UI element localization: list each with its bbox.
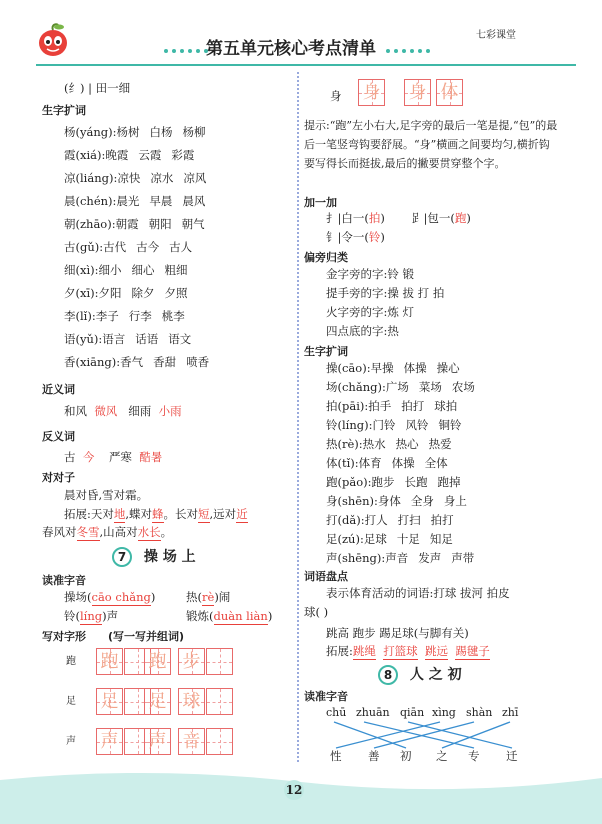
brand-label: 七彩课堂 [476, 30, 516, 41]
word-part: 跑(pǎo): [326, 475, 372, 489]
tuozhan-line-1: 拓展:天对地,蝶对蜂。长对短,远对近 [64, 507, 248, 521]
grid-char: 跑 [100, 651, 119, 672]
word-part: 热水 [362, 437, 386, 451]
page-title: 第五单元核心考点清单 [206, 39, 376, 59]
word-part: 早晨 [149, 194, 173, 208]
pinyin-row-1: 操场(cāo chǎng) [64, 590, 156, 604]
word-part: 长跑 [404, 475, 428, 489]
char-item: 迁 [506, 749, 518, 763]
word-part: 杨(yáng): [64, 125, 117, 139]
word-part: 拍打 [401, 399, 425, 413]
tianzige-cell [206, 728, 233, 755]
word-part: 身体 [377, 494, 401, 508]
word-part: 话语 [135, 332, 159, 346]
grid-char: 足 [100, 691, 119, 712]
word-row [326, 360, 470, 376]
section-heading: 读准字音 [304, 690, 348, 703]
word-row [326, 436, 462, 452]
section-heading: 加一加 [304, 196, 337, 209]
add-row-2: 𧾷|包一(跑) [412, 211, 471, 225]
word-part: 场(chǎng): [326, 380, 386, 394]
header-left-dots [162, 43, 210, 57]
word-part: 李子 [95, 309, 119, 323]
char-item: 初 [400, 749, 412, 763]
tianzige-cell [144, 688, 171, 715]
word-part: 香气 [120, 355, 144, 369]
grid-char: 声 [148, 731, 167, 752]
word-part: 古今 [136, 240, 160, 254]
word-part: 声带 [451, 551, 475, 565]
word-part: 热爱 [428, 437, 452, 451]
tuozhan-line-2: 春风对冬雪,山高对水长。 [42, 525, 173, 539]
word-part: 细心 [131, 263, 155, 277]
word-part: 操(cāo): [326, 361, 371, 375]
word-part: 细小 [98, 263, 122, 277]
section-heading: 词语盘点 [304, 570, 348, 583]
radical-row: 四点底的字:热 [326, 324, 399, 338]
word-part: 粗细 [164, 263, 188, 277]
word-part: 广场 [385, 380, 409, 394]
word-part: 除夕 [131, 286, 155, 300]
char-item: 专 [468, 749, 480, 763]
word-row [326, 455, 458, 471]
lesson-title: 人 之 初 [409, 667, 462, 683]
word-part: 热(rè): [326, 437, 363, 451]
section-heading: 生字扩词 [304, 345, 348, 358]
grid-row-label: 足 [66, 696, 76, 707]
word-row [64, 285, 198, 301]
category-line-1: 表示体育活动的词语:打球 拔河 拍皮 [326, 586, 510, 600]
tianzige-cell [178, 648, 205, 675]
tianzige-cell [178, 688, 205, 715]
word-part: 桃李 [161, 309, 185, 323]
category-extension: 拓展:跳绳 打篮球 跳远 踢毽子 [326, 644, 490, 658]
word-part: 晨光 [116, 194, 140, 208]
tianzige-cell [96, 688, 123, 715]
word-row [326, 474, 471, 490]
grid-char: 跑 [148, 651, 167, 672]
word-part: 打人 [364, 513, 388, 527]
section-heading: 生字扩词 [42, 104, 86, 117]
word-part: 门铃 [372, 418, 396, 432]
word-part: 香甜 [153, 355, 177, 369]
section-heading: 读准字音 [42, 574, 86, 587]
grid-char: 步 [182, 651, 201, 672]
word-part: 喷香 [186, 355, 210, 369]
apple-mascot-icon [36, 22, 70, 58]
word-part: 球拍 [434, 399, 458, 413]
word-part: 细(xì): [64, 263, 99, 277]
section-heading: 反义词 [42, 430, 75, 443]
word-part: 凉(liáng): [64, 171, 118, 185]
top-stroke: (纟) | 田一细 [64, 81, 131, 95]
word-part: 朝(zhāo): [64, 217, 116, 231]
word-part: 朝气 [181, 217, 205, 231]
section-subheading: (写一写并组词) [108, 630, 185, 643]
word-part: 语(yǔ): [64, 332, 103, 346]
section-heading: 近义词 [42, 383, 75, 396]
word-part: 拍(pāi): [326, 399, 369, 413]
word-part: 跑掉 [437, 475, 461, 489]
word-row [64, 170, 216, 186]
pinyin-row-3: 铃(líng)声 [64, 609, 119, 623]
section-heading: 偏旁归类 [304, 251, 348, 264]
word-part: 朝阳 [148, 217, 172, 231]
word-row [64, 193, 215, 209]
lesson-number: 7 [112, 547, 132, 567]
category-line-3: 跳高 跑步 踢足球(与脚有关) [326, 626, 469, 640]
word-part: 晨(chén): [64, 194, 117, 208]
word-row [64, 331, 201, 347]
writing-tip: 提示:“跑”左小右大,足字旁的最后一笔是提,“包”的最后一笔竖弯钩要舒展。“身”横画之间要均匀,横折钩要写得长而挺拔,最后的撇要贯穿整个字。 [304, 119, 558, 170]
pinyin-item: chū [326, 706, 347, 719]
pinyin-item: shàn [466, 706, 493, 719]
page-number: 12 [284, 780, 304, 800]
pinyin-row-2: 热(rè)闹 [186, 590, 231, 604]
word-part: 杨树 [116, 125, 140, 139]
word-row [64, 216, 215, 232]
grid-row-label: 跑 [66, 656, 76, 667]
tianzige-cell: 身 [404, 79, 431, 106]
lesson-number: 8 [378, 665, 398, 685]
tianzige-cell [206, 688, 233, 715]
word-part: 古(gǔ): [64, 240, 104, 254]
word-part: 铜铃 [438, 418, 462, 432]
word-part: 风铃 [405, 418, 429, 432]
grid-char: 音 [182, 731, 201, 752]
add-row-1: 扌|白一(拍) [326, 211, 385, 225]
word-part: 打(dǎ): [326, 513, 365, 527]
word-row [64, 239, 202, 255]
grid-row-label: 声 [66, 736, 76, 747]
word-row [326, 417, 471, 433]
word-part: 操心 [436, 361, 460, 375]
word-part: 语文 [168, 332, 192, 346]
tianzige-cell [96, 728, 123, 755]
match-line [442, 722, 510, 748]
tianzige-cell: 身 [358, 79, 385, 106]
word-part: 白杨 [149, 125, 173, 139]
word-part: 声音 [385, 551, 409, 565]
char-item: 善 [368, 749, 380, 763]
word-part: 夕(xī): [64, 286, 99, 300]
column-divider [297, 72, 299, 762]
header-rule [36, 64, 576, 66]
word-part: 霞(xiá): [64, 148, 106, 162]
radical-row: 火字旁的字:炼 灯 [326, 305, 415, 319]
word-part: 身(shēn): [326, 494, 378, 508]
word-part: 行李 [128, 309, 152, 323]
word-part: 跑步 [371, 475, 395, 489]
word-part: 十足 [396, 532, 420, 546]
word-part: 热心 [395, 437, 419, 451]
section-heading: 写对字形 [42, 630, 86, 643]
word-row [64, 354, 219, 370]
word-part: 凉风 [183, 171, 207, 185]
tianzige-cell [206, 648, 233, 675]
word-part: 拍手 [368, 399, 392, 413]
grid-char: 声 [100, 731, 119, 752]
word-part: 晨风 [182, 194, 206, 208]
word-part: 杨柳 [182, 125, 206, 139]
word-row [326, 398, 467, 414]
tianzige-cell [178, 728, 205, 755]
grid-char: 球 [182, 691, 201, 712]
word-part: 李(lǐ): [64, 309, 96, 323]
word-part: 体(tǐ): [326, 456, 359, 470]
word-part: 声(shēng): [326, 551, 386, 565]
word-part: 夕照 [164, 286, 188, 300]
word-part: 发声 [418, 551, 442, 565]
word-part: 古人 [169, 240, 193, 254]
word-part: 菜场 [418, 380, 442, 394]
word-part: 身上 [443, 494, 467, 508]
lesson-8-header [378, 664, 462, 685]
synonym-row: 和风 微风 细雨 小雨 [64, 404, 182, 418]
word-part: 古代 [103, 240, 127, 254]
pinyin-item: zhī [502, 706, 519, 719]
radical-row: 金字旁的字:铃 锻 [326, 267, 415, 281]
section-heading: 对对子 [42, 471, 75, 484]
word-row [64, 124, 215, 140]
word-row [64, 147, 204, 163]
pinyin-row-4: 锻炼(duàn liàn) [186, 609, 273, 623]
word-part: 语言 [102, 332, 126, 346]
word-row [326, 379, 485, 395]
word-part: 早操 [370, 361, 394, 375]
word-part: 全身 [410, 494, 434, 508]
word-part: 彩霞 [171, 148, 195, 162]
pinyin-item: xìng [432, 706, 456, 719]
add-row-3: 钅|令一(铃) [326, 230, 385, 244]
word-part: 晚霞 [105, 148, 129, 162]
word-part: 朝霞 [115, 217, 139, 231]
header-right-dots [384, 43, 432, 57]
shen-label: 身 [330, 89, 342, 103]
word-part: 铃(líng): [326, 418, 373, 432]
grid-char: 足 [148, 691, 167, 712]
word-part: 香(xiāng): [64, 355, 121, 369]
lesson-7-header [112, 546, 196, 567]
word-part: 夕阳 [98, 286, 122, 300]
tianzige-cell [144, 728, 171, 755]
word-part: 凉水 [150, 171, 174, 185]
pinyin-item: zhuān [356, 706, 390, 719]
tianzige-cell [96, 648, 123, 675]
word-part: 云霞 [138, 148, 162, 162]
word-part: 凉快 [117, 171, 141, 185]
match-lines [326, 720, 546, 750]
word-row [326, 550, 484, 566]
word-row [326, 493, 477, 509]
word-part: 农场 [451, 380, 475, 394]
match-line [334, 722, 406, 748]
tianzige-cell: 体 [436, 79, 463, 106]
word-row [326, 531, 463, 547]
word-part: 全体 [424, 456, 448, 470]
duizi-text: 晨对昏,雪对霜。 [64, 488, 149, 502]
antonym-row: 古 今 严寒 酷暑 [64, 450, 163, 464]
char-item: 性 [330, 749, 342, 763]
radical-row: 提手旁的字:操 拔 打 拍 [326, 286, 445, 300]
lesson-title: 操 场 上 [143, 549, 196, 565]
word-row [64, 308, 195, 324]
category-line-2: 球( ) [304, 605, 329, 619]
char-item: 之 [436, 749, 448, 763]
word-row [326, 512, 464, 528]
pinyin-item: qiān [400, 706, 425, 719]
tianzige-cell [144, 648, 171, 675]
word-part: 足球 [363, 532, 387, 546]
word-part: 打扫 [397, 513, 421, 527]
word-part: 体育 [358, 456, 382, 470]
word-row [64, 262, 198, 278]
word-part: 体操 [403, 361, 427, 375]
word-part: 拍打 [430, 513, 454, 527]
word-part: 足(zú): [326, 532, 364, 546]
word-part: 体操 [391, 456, 415, 470]
word-part: 知足 [429, 532, 453, 546]
